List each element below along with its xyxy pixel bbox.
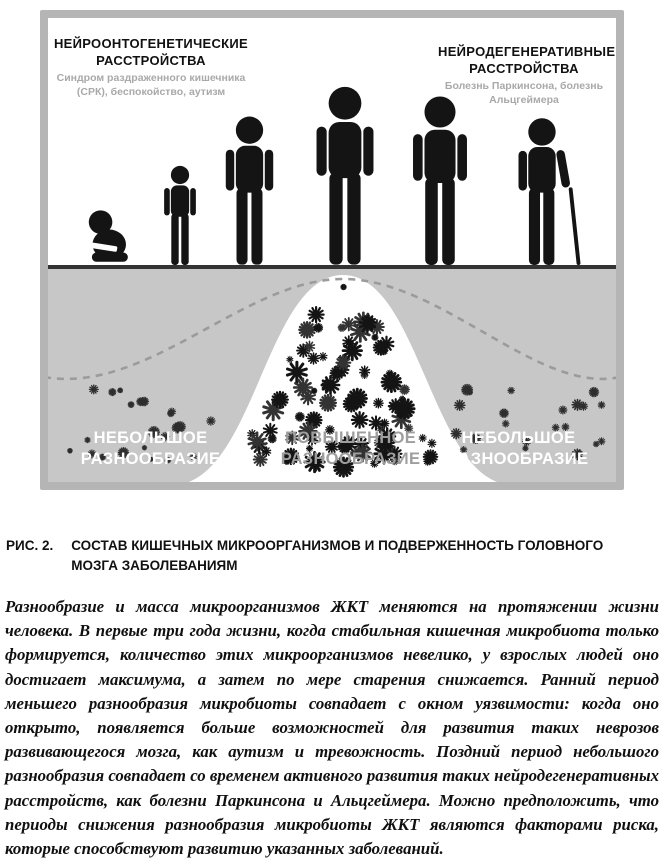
left-heading: НЕЙРООНТОГЕНЕТИЧЕСКИЕ РАССТРОЙСТВА [50, 36, 252, 69]
figure-number: РИС. 2. [6, 536, 53, 577]
body-paragraph: Разнообразие и масса микроорганизмов ЖКТ меняются на протяжении жизни человека. В первые три года жизни, когда стабильная кишечная микробиота только формируется, количество этих микроорганизмов невелико, у взрослых людей оно достигает максимума, а затем по мере старения снижается. Ранний период меньшего разнообразия микробиоты совпадает с окном уязвимости: когда оно открыто, появляется больше возможностей для развития таких неврозов развивающегося мозга, как аутизм и тревожность. Поздний период небольшого разнообразия совпадает со временем активного развития таких нейродегенеративных расстройств, как болезни Паркинсона и Альцгеймера. Можно предположить, что периоды снижения разнообразия микробиоты ЖКТ являются факторами риска, которые способствуют развитию указанных заболеваний. [5, 595, 659, 861]
low-diversity-label-left: НЕБОЛЬШОЕ РАЗНООБРАЗИЕ [73, 428, 228, 470]
lifespan-illustration [48, 18, 616, 265]
figure-panel [40, 10, 624, 490]
right-subtitle: Болезнь Паркинсона, болезнь Альцгеймера [438, 80, 610, 107]
adult-figure-icon [306, 85, 384, 265]
left-subtitle: Синдром раздраженного кишечника (СРК), беспокойство, аутизм [50, 72, 252, 99]
teenager-figure-icon [217, 115, 282, 265]
neuroontogenetic-disorders-label [50, 36, 252, 100]
baby-figure-icon [77, 209, 139, 265]
middle-aged-figure-icon [403, 95, 477, 265]
figure-caption [6, 536, 658, 577]
low-diversity-label-right: НЕБОЛЬШОЕ РАЗНООБРАЗИЕ [441, 428, 596, 470]
elderly-with-cane-figure-icon [506, 115, 591, 265]
right-heading: НЕЙРОДЕГЕНЕРАТИВНЫЕ РАССТРОЙСТВА [438, 44, 610, 77]
high-diversity-label-center: ПОВЫШЕННОЕ РАЗНООБРАЗИЕ [263, 428, 438, 470]
microbiota-diversity-band [48, 269, 616, 482]
child-figure-icon [158, 165, 202, 265]
figure-caption-text: СОСТАВ КИШЕЧНЫХ МИКРООРГАНИЗМОВ И ПОДВЕРЖЕННОСТЬ ГОЛОВНОГО МОЗГА ЗАБОЛЕВАНИЯМ [71, 536, 637, 577]
